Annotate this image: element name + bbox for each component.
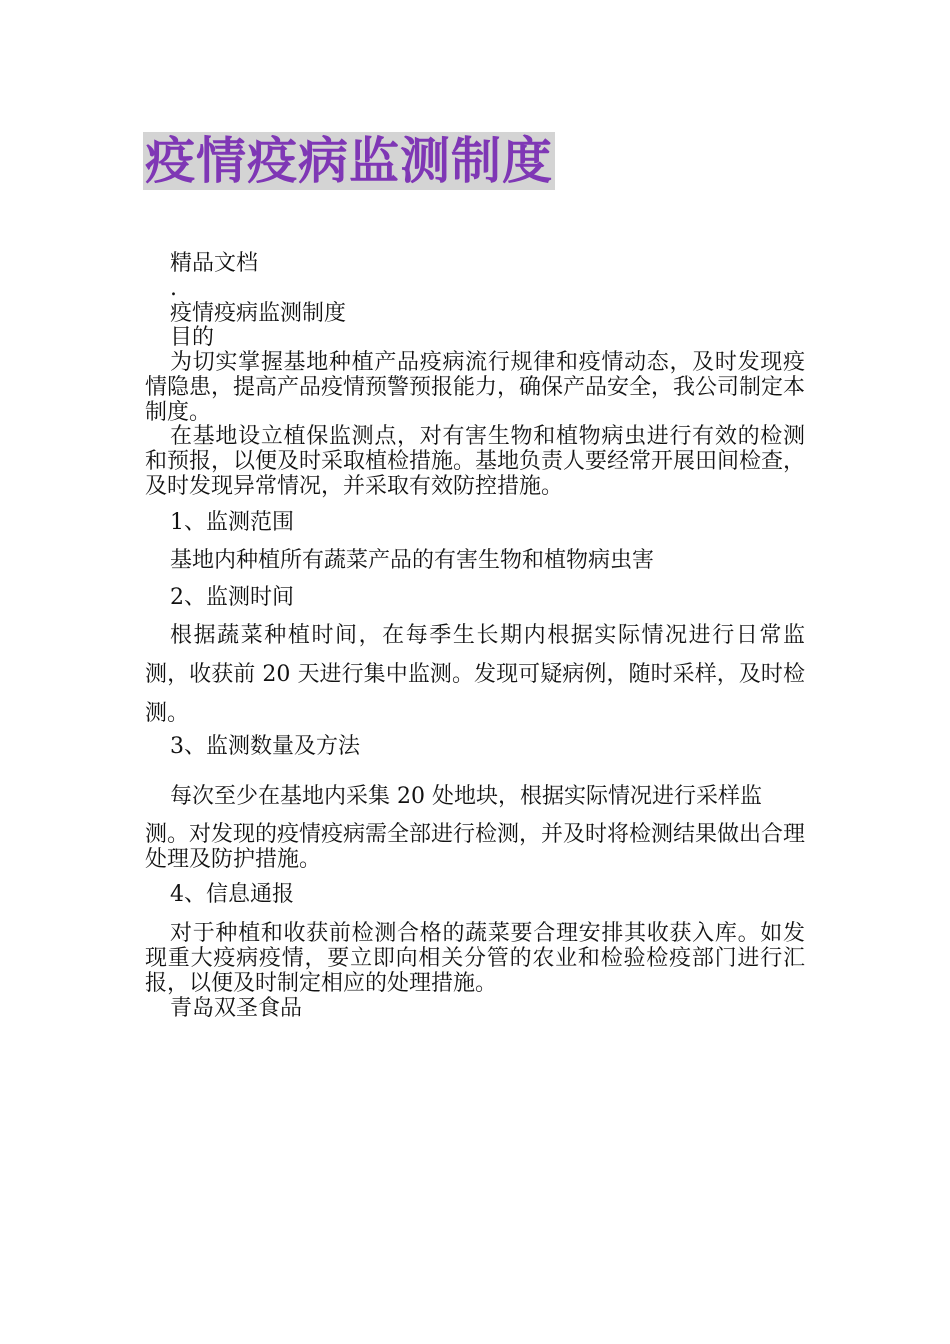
section-body-method-line1: 每次至少在基地内采集 20 处地块，根据实际情况进行采样监 [170,784,762,809]
section-heading-time: 2、监测时间 [170,585,294,610]
title-highlight [143,132,555,190]
section-body-report: 对于种植和收获前检测合格的蔬菜要合理安排其收获入库。如发现重大疫病疫情，要立即向相关分管的农业和检验检疫部门进行汇报，以便及时制定相应的处理措施。 [145,921,805,996]
section-heading-report: 4、信息通报 [170,882,294,907]
header-label: 精品文档 [170,251,259,276]
company-name: 青岛双圣食品 [170,996,303,1021]
section-body-time: 根据蔬菜种植时间，在每季生长期内根据实际情况进行日常监测，收获前 20 天进行集中监测。发现可疑病例，随时采样，及时检测。 [145,623,805,726]
document-title: 疫情疫病监测制度 [145,132,553,190]
station-paragraph: 在基地设立植保监测点，对有害生物和植物病虫进行有效的检测和预报，以便及时采取植检措施。基地负责人要经常开展田间检查，及时发现异常情况，并采取有效防控措施。 [145,424,806,499]
section-heading-method: 3、监测数量及方法 [170,734,360,759]
dot-separator: . [170,276,177,301]
purpose-heading: 目的 [170,325,215,350]
section-heading-scope: 1、监测范围 [170,510,294,535]
section-body-method-rest: 测。对发现的疫情疫病需全部进行检测，并及时将检测结果做出合理处理及防护措施。 [145,822,806,872]
purpose-paragraph: 为切实掌握基地种植产品疫病流行规律和疫情动态，及时发现疫情隐患，提高产品疫情预警预报能力，确保产品安全，我公司制定本制度。 [145,350,806,425]
subtitle: 疫情疫病监测制度 [170,301,347,326]
section-body-scope: 基地内种植所有蔬菜产品的有害生物和植物病虫害 [170,548,655,573]
